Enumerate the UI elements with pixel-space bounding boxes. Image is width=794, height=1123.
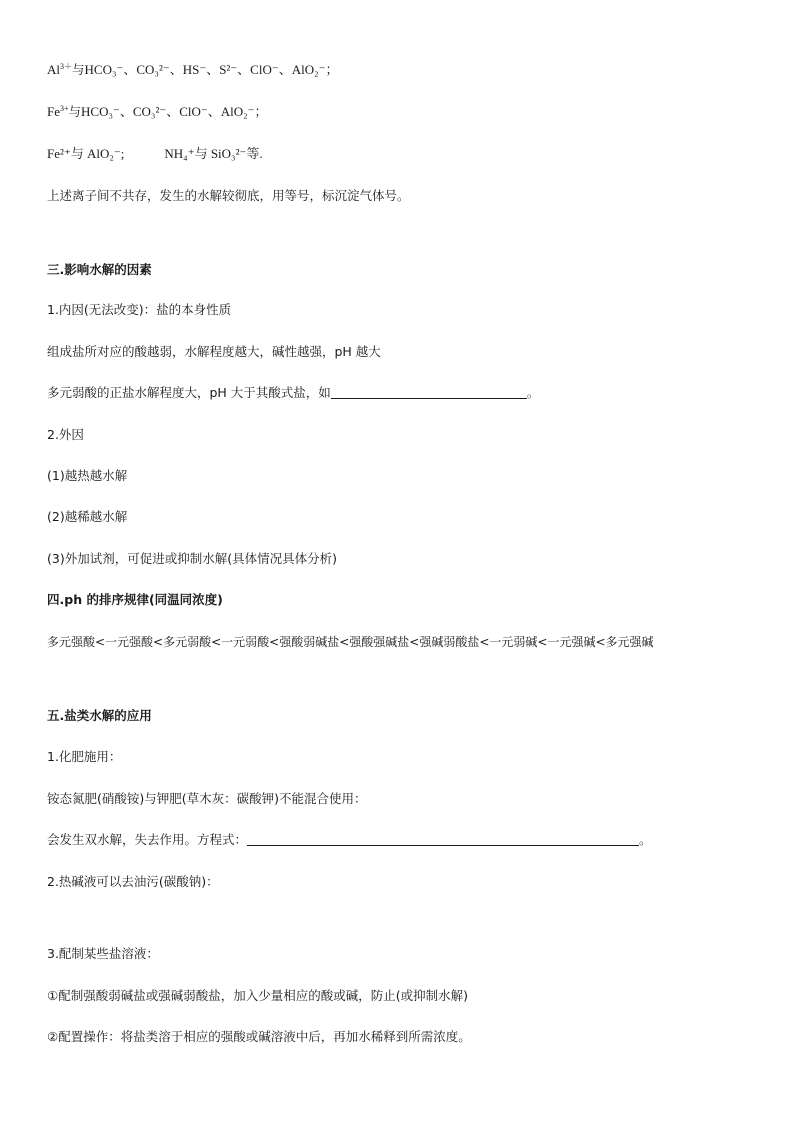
application-3-a: ①配制强酸弱碱盐或强碱弱酸盐，加入少量相应的酸或碱，防止(或抑制水解) [47, 988, 468, 1003]
internal-factor-title: 1.内因(无法改变)：盐的本身性质 [47, 302, 232, 317]
application-2-title: 2.热碱液可以去油污(碳酸钠)： [47, 874, 219, 889]
ion-pair-fe3: $Fe^{3+}$与HCO₃⁻、CO₃²⁻、ClO⁻、AlO₂⁻； [47, 104, 268, 119]
fe3-ion: $Fe^{3+}$ [47, 104, 69, 119]
al-partner-list: HCO₃⁻、CO₃²⁻、HS⁻、S²⁻、ClO⁻、AlO₂⁻； [84, 62, 339, 77]
ion-pair-fe2 [47, 146, 263, 162]
external-factor-1: (1)越热越水解 [47, 468, 128, 483]
answer-blank-1[interactable] [331, 386, 527, 399]
application-3-b: ②配置操作：将盐类溶于相应的强酸或碱溶液中后，再加水稀释到所需浓度。 [47, 1029, 471, 1044]
ion-pair-note: 上述离子间不共存，发生的水解较彻底，用等号，标沉淀气体号。 [47, 188, 410, 203]
internal-factor-1: 组成盐所对应的酸越弱，水解程度越大，碱性越强，pH 越大 [47, 344, 381, 359]
fe3-partner-list: HCO₃⁻、CO₃²⁻、ClO⁻、AlO₂⁻； [81, 104, 268, 119]
internal-factor-2: 多元弱酸的正盐水解程度大，pH 大于其酸式盐，如 。 [47, 385, 540, 400]
application-1-desc: 铵态氮肥(硝酸铵)与钾肥(草木灰：碳酸钾)不能混合使用： [47, 791, 367, 806]
answer-blank-2[interactable] [247, 833, 639, 846]
section4-heading: 四.ph 的排序规律(同温同浓度) [47, 592, 223, 607]
external-factor-2: (2)越稀越水解 [47, 509, 128, 524]
section3-heading: 三.影响水解的因素 [47, 262, 152, 277]
fe2-pair: Fe²⁺与 AlO₂⁻; [47, 146, 125, 161]
nh4-pair: NH₄⁺与 SiO₃²⁻等. [164, 146, 263, 161]
application-3-title: 3.配制某些盐溶液： [47, 946, 159, 961]
ph-order: 多元强酸<一元强酸<多元弱酸<一元弱酸<强酸弱碱盐<强酸强碱盐<强碱弱酸盐<一元弱碱<一元强碱<多元强碱 [47, 635, 654, 649]
ion-pair-al: $Al^{3+}$与HCO₃⁻、CO₃²⁻、HS⁻、S²⁻、ClO⁻、AlO₂⁻； [47, 62, 339, 77]
application-1-equation: 会发生双水解，失去作用。方程式： 。 [47, 832, 652, 847]
application-1-title: 1.化肥施用： [47, 749, 122, 764]
external-factor-3: (3)外加试剂，可促进或抑制水解(具体情况具体分析) [47, 551, 337, 566]
external-factor-title: 2.外因 [47, 427, 84, 442]
section5-heading: 五.盐类水解的应用 [47, 708, 152, 723]
al-ion: $Al^{3+}$ [47, 62, 72, 77]
